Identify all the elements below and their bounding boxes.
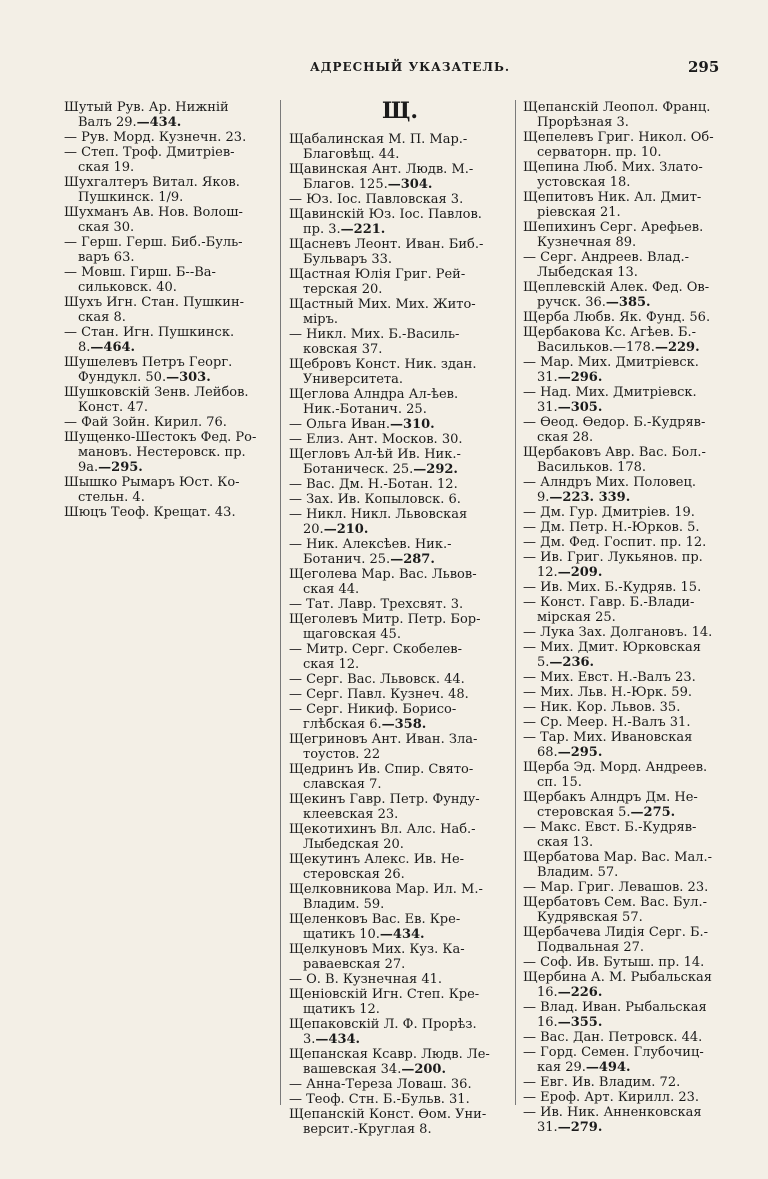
entry-address-line: 16.—226. xyxy=(537,985,603,1000)
directory-entry xyxy=(523,535,721,550)
entry-name-line: — Ник. Кор. Львов. 35. xyxy=(523,700,681,715)
entry-name-line: — Дм. Петр. Н.-Юрков. 5. xyxy=(523,520,700,535)
directory-entry xyxy=(289,972,511,987)
entry-name-line: — Алндръ Мих. Половец. xyxy=(523,475,696,490)
directory-entry xyxy=(64,175,272,205)
entry-name-line: Щербатова Мар. Вас. Мал.- xyxy=(523,850,712,865)
entry-address-line: ская 13. xyxy=(537,835,594,850)
directory-entry xyxy=(289,297,511,327)
directory-entry xyxy=(289,492,511,507)
entry-name-line: — Ероф. Арт. Кирилл. 23. xyxy=(523,1090,700,1105)
column-divider-right xyxy=(515,100,516,1105)
directory-entry xyxy=(523,280,721,310)
entry-address-line: серваторн. пр. 10. xyxy=(537,145,662,160)
directory-entry xyxy=(289,912,511,942)
directory-entry xyxy=(289,417,511,432)
entry-address-line: Прорѣзная 3. xyxy=(537,115,629,130)
entry-name-line: — Конст. Гавр. Б.-Влади- xyxy=(523,595,695,610)
directory-entry xyxy=(289,942,511,972)
directory-entry xyxy=(523,595,721,625)
entry-name-line: — Горд. Семен. Глубочиц- xyxy=(523,1045,704,1060)
entry-address-line: стеровская 5.—275. xyxy=(537,805,676,820)
entry-name-line: Щекинъ Гавр. Петр. Фунду- xyxy=(289,792,480,807)
entry-name-line: — Стан. Игн. Пушкинск. xyxy=(64,325,235,340)
entry-address-line: 20.—210. xyxy=(303,522,369,537)
entry-name-line: Щербаковъ Авр. Вас. Бол.- xyxy=(523,445,706,460)
entry-name-line: Щербакова Кс. Агѣев. Б.- xyxy=(523,325,697,340)
entry-address-line: славская 7. xyxy=(303,777,382,792)
directory-entry xyxy=(523,415,721,445)
entry-name-line: — Теоф. Стн. Б.-Бульв. 31. xyxy=(289,1092,470,1107)
directory-entry xyxy=(289,1047,511,1077)
entry-name-line: Щербачева Лидія Серг. Б.- xyxy=(523,925,709,940)
entry-name-line: Щепина Люб. Мих. Злато- xyxy=(523,160,703,175)
entry-name-line: Шухманъ Ав. Нов. Волош- xyxy=(64,205,243,220)
directory-entry xyxy=(64,295,272,325)
entry-address-line: Лыбедская 13. xyxy=(537,265,638,280)
entry-name-line: — Мар. Мих. Дмитріевск. xyxy=(523,355,699,370)
directory-entry xyxy=(289,192,511,207)
page-header xyxy=(0,58,768,78)
entry-address-line: Владим. 57. xyxy=(537,865,619,880)
directory-entry xyxy=(64,265,272,295)
entry-address-line: 12.—209. xyxy=(537,565,603,580)
entry-address-line: сп. 15. xyxy=(537,775,582,790)
directory-entry xyxy=(289,612,511,642)
entry-name-line: Шюцъ Теоф. Крещат. 43. xyxy=(64,505,236,520)
entry-name-line: Щедринъ Ив. Спир. Свято- xyxy=(289,762,474,777)
entry-address-line: 3.—434. xyxy=(303,1032,361,1047)
directory-column-2 xyxy=(289,98,511,1137)
directory-entry xyxy=(523,190,721,220)
entry-address-line: ская 12. xyxy=(303,657,360,672)
directory-entry xyxy=(289,852,511,882)
entry-name-line: Щербакъ Алндръ Дм. Не- xyxy=(523,790,698,805)
entry-name-line: — Серг. Павл. Кузнеч. 48. xyxy=(289,687,469,702)
entry-address-line: Бульваръ 33. xyxy=(303,252,393,267)
entry-address-line: Кузнечная 89. xyxy=(537,235,637,250)
entry-address-line: мірская 25. xyxy=(537,610,616,625)
directory-entry xyxy=(523,1030,721,1045)
directory-entry xyxy=(523,520,721,535)
entry-name-line: — Дм. Гур. Дмитріев. 19. xyxy=(523,505,695,520)
entry-name-line: Щелкуновъ Мих. Куз. Ка- xyxy=(289,942,465,957)
entry-address-line: 8.—464. xyxy=(78,340,136,355)
directory-entry xyxy=(289,132,511,162)
entry-address-line: ріевская 21. xyxy=(537,205,621,220)
directory-entry xyxy=(289,537,511,567)
entry-name-line: — Митр. Серг. Скобелев- xyxy=(289,642,463,657)
directory-entry xyxy=(64,505,272,520)
entry-name-line: — Макс. Евст. Б.-Кудряв- xyxy=(523,820,697,835)
directory-entry xyxy=(289,237,511,267)
directory-entry xyxy=(289,1107,511,1137)
entry-address-line: Ботаническ. 25.—292. xyxy=(303,462,458,477)
entry-address-line: Подвальная 27. xyxy=(537,940,644,955)
entry-name-line: — Мих. Евст. Н.-Валъ 23. xyxy=(523,670,696,685)
entry-name-line: — Серг. Никиф. Борисо- xyxy=(289,702,457,717)
directory-entry xyxy=(64,145,272,175)
entry-name-line: — Мих. Льв. Н.-Юрк. 59. xyxy=(523,685,692,700)
entry-address-line: раваевская 27. xyxy=(303,957,406,972)
entry-name-line: — Тар. Мих. Ивановская xyxy=(523,730,693,745)
entry-address-line: устовская 18. xyxy=(537,175,631,190)
entry-address-line: кая 29.—494. xyxy=(537,1060,631,1075)
entry-address-line: стеровская 26. xyxy=(303,867,405,882)
entry-address-line: щатикъ 10.—434. xyxy=(303,927,425,942)
directory-entry xyxy=(289,1017,511,1047)
directory-entry xyxy=(289,672,511,687)
entry-name-line: — Зах. Ив. Копыловск. 6. xyxy=(289,492,461,507)
entry-address-line: Ботанич. 25.—287. xyxy=(303,552,435,567)
entry-name-line: Щербатовъ Сем. Вас. Бул.- xyxy=(523,895,708,910)
entry-address-line: Университета. xyxy=(303,372,403,387)
directory-entry xyxy=(523,955,721,970)
entry-address-line: ручск. 36.—385. xyxy=(537,295,651,310)
directory-entry xyxy=(523,1045,721,1075)
entry-address-line: Конст. 47. xyxy=(78,400,148,415)
directory-entry xyxy=(523,160,721,190)
directory-entry xyxy=(289,267,511,297)
entry-name-line: Щеніовскій Игн. Степ. Кре- xyxy=(289,987,480,1002)
entry-address-line: Кудрявская 57. xyxy=(537,910,643,925)
directory-entry xyxy=(523,1105,721,1135)
entry-name-line: — Мих. Дмит. Юрковская xyxy=(523,640,701,655)
directory-entry xyxy=(523,505,721,520)
directory-column-3 xyxy=(523,100,721,1135)
entry-name-line: Шышко Рымаръ Юст. Ко- xyxy=(64,475,240,490)
entry-name-line: — Мар. Григ. Левашов. 23. xyxy=(523,880,709,895)
entry-address-line: ская 28. xyxy=(537,430,594,445)
entry-address-line: варъ 63. xyxy=(78,250,135,265)
directory-entry xyxy=(64,205,272,235)
entry-address-line: Ник.-Ботанич. 25. xyxy=(303,402,427,417)
directory-entry xyxy=(289,207,511,237)
entry-name-line: Щеленковъ Вас. Ев. Кре- xyxy=(289,912,461,927)
entry-name-line: Щеголевъ Митр. Петр. Бор- xyxy=(289,612,481,627)
entry-name-line: Щекотихинъ Вл. Алс. Наб.- xyxy=(289,822,476,837)
entry-address-line: 9а.—295. xyxy=(78,460,143,475)
directory-entry xyxy=(523,925,721,955)
entry-address-line: ковская 37. xyxy=(303,342,383,357)
entry-address-line: Васильков.—178.—229. xyxy=(537,340,700,355)
entry-name-line: — Тат. Лавр. Трехсвят. 3. xyxy=(289,597,464,612)
entry-name-line: — Ив. Ник. Анненковская xyxy=(523,1105,702,1120)
entry-name-line: Шухгалтеръ Витал. Яков. xyxy=(64,175,240,190)
entry-address-line: сильковск. 40. xyxy=(78,280,177,295)
entry-name-line: — Влад. Иван. Рыбальская xyxy=(523,1000,707,1015)
directory-entry xyxy=(523,1090,721,1105)
directory-entry xyxy=(523,250,721,280)
directory-entry xyxy=(523,715,721,730)
entry-address-line: 68.—295. xyxy=(537,745,603,760)
entry-address-line: 31.—279. xyxy=(537,1120,603,1135)
entry-name-line: Щабалинская М. П. Мар.- xyxy=(289,132,468,147)
entry-name-line: — Фай Зойн. Кирил. 76. xyxy=(64,415,227,430)
entry-name-line: Щавинская Ант. Людв. М.- xyxy=(289,162,474,177)
directory-entry xyxy=(523,640,721,670)
entry-name-line: Щасневъ Леонт. Иван. Биб.- xyxy=(289,237,484,252)
entry-name-line: Шухъ Игн. Стан. Пушкин- xyxy=(64,295,245,310)
directory-entry xyxy=(289,987,511,1017)
entry-name-line: — Серг. Вас. Львовск. 44. xyxy=(289,672,465,687)
entry-name-line: Щастная Юлія Григ. Рей- xyxy=(289,267,466,282)
directory-entry xyxy=(289,702,511,732)
directory-entry xyxy=(523,130,721,160)
entry-name-line: Шутый Рув. Ар. Нижній xyxy=(64,100,229,115)
entry-name-line: Шущенко-Шестокъ Фед. Ро- xyxy=(64,430,257,445)
directory-entry xyxy=(523,220,721,250)
directory-entry xyxy=(64,130,272,145)
entry-name-line: — Юз. Іос. Павловская 3. xyxy=(289,192,464,207)
directory-entry xyxy=(523,685,721,700)
entry-address-line: мановъ. Нестеровск. пр. xyxy=(78,445,246,460)
directory-entry xyxy=(523,325,721,355)
directory-entry xyxy=(64,385,272,415)
entry-name-line: — Елиз. Ант. Москов. 30. xyxy=(289,432,463,447)
directory-entry xyxy=(289,882,511,912)
directory-entry xyxy=(523,1075,721,1090)
directory-entry xyxy=(289,507,511,537)
directory-entry xyxy=(523,850,721,880)
entry-name-line: Щербина А. М. Рыбальская xyxy=(523,970,712,985)
entry-name-line: — О. В. Кузнечная 41. xyxy=(289,972,443,987)
entry-name-line: — Ср. Меер. Н.-Валъ 31. xyxy=(523,715,691,730)
directory-entry xyxy=(289,432,511,447)
directory-entry xyxy=(289,1092,511,1107)
entry-name-line: — Никл. Мих. Б.-Василь- xyxy=(289,327,460,342)
directory-entry xyxy=(523,1000,721,1030)
entry-name-line: — Серг. Андреев. Влад.- xyxy=(523,250,690,265)
page-number: 295 xyxy=(688,58,720,76)
entry-name-line: Шушковскій Зенв. Лейбов. xyxy=(64,385,249,400)
entry-name-line: Щепанская Ксавр. Людв. Ле- xyxy=(289,1047,490,1062)
entry-address-line: стельн. 4. xyxy=(78,490,145,505)
directory-entry xyxy=(289,732,511,762)
directory-entry xyxy=(289,1077,511,1092)
directory-entry xyxy=(64,100,272,130)
entry-name-line: Щепанскій Конст. Ѳом. Уни- xyxy=(289,1107,487,1122)
entry-name-line: Щепитовъ Ник. Ал. Дмит- xyxy=(523,190,702,205)
entry-address-line: вашевская 34.—200. xyxy=(303,1062,447,1077)
entry-name-line: Щепелевъ Григ. Никол. Об- xyxy=(523,130,714,145)
directory-entry xyxy=(523,820,721,850)
directory-entry xyxy=(289,822,511,852)
directory-entry xyxy=(64,415,272,430)
entry-name-line: — Мовш. Гирш. Б--Ва- xyxy=(64,265,216,280)
directory-entry xyxy=(289,597,511,612)
entry-address-line: ская 19. xyxy=(78,160,135,175)
directory-entry xyxy=(523,580,721,595)
entry-address-line: 5.—236. xyxy=(537,655,595,670)
directory-entry xyxy=(289,357,511,387)
entry-address-line: 9.—223. 339. xyxy=(537,490,631,505)
directory-entry xyxy=(64,430,272,475)
entry-name-line: — Никл. Никл. Львовская xyxy=(289,507,468,522)
entry-name-line: Шепихинъ Серг. Арефьев. xyxy=(523,220,704,235)
directory-entry xyxy=(289,687,511,702)
directory-entry xyxy=(523,100,721,130)
entry-name-line: Щастный Мих. Мих. Жито- xyxy=(289,297,476,312)
entry-name-line: Щегловъ Ал-ѣй Ив. Ник.- xyxy=(289,447,461,462)
directory-entry xyxy=(289,447,511,477)
entry-address-line: ская 44. xyxy=(303,582,360,597)
directory-entry xyxy=(523,760,721,790)
entry-address-line: ская 8. xyxy=(78,310,126,325)
entry-name-line: Щеглова Алндра Ал-ѣев. xyxy=(289,387,459,402)
entry-name-line: — Евг. Ив. Владим. 72. xyxy=(523,1075,681,1090)
entry-name-line: Щавинскій Юз. Іос. Павлов. xyxy=(289,207,482,222)
directory-entry xyxy=(523,355,721,385)
directory-entry xyxy=(64,325,272,355)
entry-name-line: Щеголева Мар. Вас. Львов- xyxy=(289,567,477,582)
directory-entry xyxy=(523,730,721,760)
directory-entry xyxy=(523,970,721,1000)
entry-address-line: Благов. 125.—304. xyxy=(303,177,433,192)
directory-column-1 xyxy=(64,100,272,520)
entry-address-line: Владим. 59. xyxy=(303,897,385,912)
entry-address-line: Васильков. 178. xyxy=(537,460,647,475)
entry-address-line: версит.-Круглая 8. xyxy=(303,1122,432,1137)
directory-entry xyxy=(523,475,721,505)
entry-name-line: — Дм. Фед. Госпит. пр. 12. xyxy=(523,535,707,550)
entry-address-line: глѣбская 6.—358. xyxy=(303,717,427,732)
entry-name-line: — Соф. Ив. Бутыш. пр. 14. xyxy=(523,955,705,970)
directory-entry xyxy=(289,162,511,192)
entry-address-line: щаговская 45. xyxy=(303,627,401,642)
entry-name-line: — Вас. Дан. Петровск. 44. xyxy=(523,1030,703,1045)
entry-name-line: — Анна-Тереза Ловаш. 36. xyxy=(289,1077,472,1092)
entry-name-line: — Рув. Морд. Кузнечн. 23. xyxy=(64,130,247,145)
directory-entry xyxy=(523,670,721,685)
entry-name-line: — Ив. Мих. Б.-Кудряв. 15. xyxy=(523,580,702,595)
entry-name-line: — Герш. Герш. Биб.-Буль- xyxy=(64,235,243,250)
entry-address-line: Пушкинск. 1/9. xyxy=(78,190,184,205)
entry-address-line: клеевская 23. xyxy=(303,807,399,822)
directory-entry xyxy=(523,550,721,580)
entry-name-line: — Над. Мих. Дмитріевск. xyxy=(523,385,697,400)
directory-entry xyxy=(289,792,511,822)
directory-entry xyxy=(523,625,721,640)
directory-entry xyxy=(64,235,272,265)
entry-name-line: Щебровъ Конст. Ник. здан. xyxy=(289,357,477,372)
entry-name-line: — Лука Зах. Долгановъ. 14. xyxy=(523,625,713,640)
entry-address-line: щатикъ 12. xyxy=(303,1002,380,1017)
column-divider-left xyxy=(280,100,281,1105)
directory-entry xyxy=(523,445,721,475)
entry-name-line: Щерба Эд. Морд. Андреев. xyxy=(523,760,708,775)
directory-entry xyxy=(64,475,272,505)
directory-entry xyxy=(289,762,511,792)
entry-name-line: Шушелевъ Петръ Георг. xyxy=(64,355,233,370)
entry-address-line: 31.—296. xyxy=(537,370,603,385)
entry-name-line: Щелковникова Мар. Ил. М.- xyxy=(289,882,483,897)
entry-name-line: — Ив. Григ. Лукьянов. пр. xyxy=(523,550,703,565)
entry-address-line: пр. 3.—221. xyxy=(303,222,386,237)
directory-entry xyxy=(523,310,721,325)
entry-address-line: терская 20. xyxy=(303,282,383,297)
entry-name-line: Щекутинъ Алекс. Ив. Не- xyxy=(289,852,465,867)
directory-entry xyxy=(523,700,721,715)
entry-address-line: Валъ 29.—434. xyxy=(78,115,182,130)
directory-entry xyxy=(523,895,721,925)
directory-entry xyxy=(523,880,721,895)
directory-entry xyxy=(289,477,511,492)
section-letter: Щ. xyxy=(381,98,419,124)
directory-entry xyxy=(289,387,511,417)
directory-entry xyxy=(289,567,511,597)
directory-entry xyxy=(289,642,511,672)
directory-entry xyxy=(64,355,272,385)
entry-name-line: — Ольга Иван.—310. xyxy=(289,417,435,432)
entry-name-line: Щеплевскій Алек. Фед. Ов- xyxy=(523,280,710,295)
entry-name-line: Щегриновъ Ант. Иван. Зла- xyxy=(289,732,478,747)
directory-entry xyxy=(523,385,721,415)
entry-address-line: 31.—305. xyxy=(537,400,603,415)
entry-address-line: Лыбедская 20. xyxy=(303,837,404,852)
entry-name-line: — Вас. Дм. Н.-Ботан. 12. xyxy=(289,477,458,492)
entry-address-line: Благовѣщ. 44. xyxy=(303,147,400,162)
directory-entry xyxy=(289,327,511,357)
directory-entry xyxy=(523,790,721,820)
entry-name-line: Щерба Любв. Як. Фунд. 56. xyxy=(523,310,711,325)
entry-address-line: ская 30. xyxy=(78,220,135,235)
entry-address-line: 16.—355. xyxy=(537,1015,603,1030)
entry-address-line: тоустов. 22 xyxy=(303,747,381,762)
entry-name-line: Щепанскій Леопол. Франц. xyxy=(523,100,711,115)
entry-name-line: — Степ. Троф. Дмитріев- xyxy=(64,145,235,160)
entry-address-line: міръ. xyxy=(303,312,338,327)
page-title: АДРЕСНЫЙ УКАЗАТЕЛЬ. xyxy=(310,60,511,74)
entry-name-line: — Ѳеод. Ѳедор. Б.-Кудряв- xyxy=(523,415,706,430)
entry-name-line: Щепаковскій Л. Ф. Прорѣз. xyxy=(289,1017,477,1032)
entry-address-line: Фундукл. 50.—303. xyxy=(78,370,211,385)
entry-name-line: — Ник. Алексѣев. Ник.- xyxy=(289,537,452,552)
